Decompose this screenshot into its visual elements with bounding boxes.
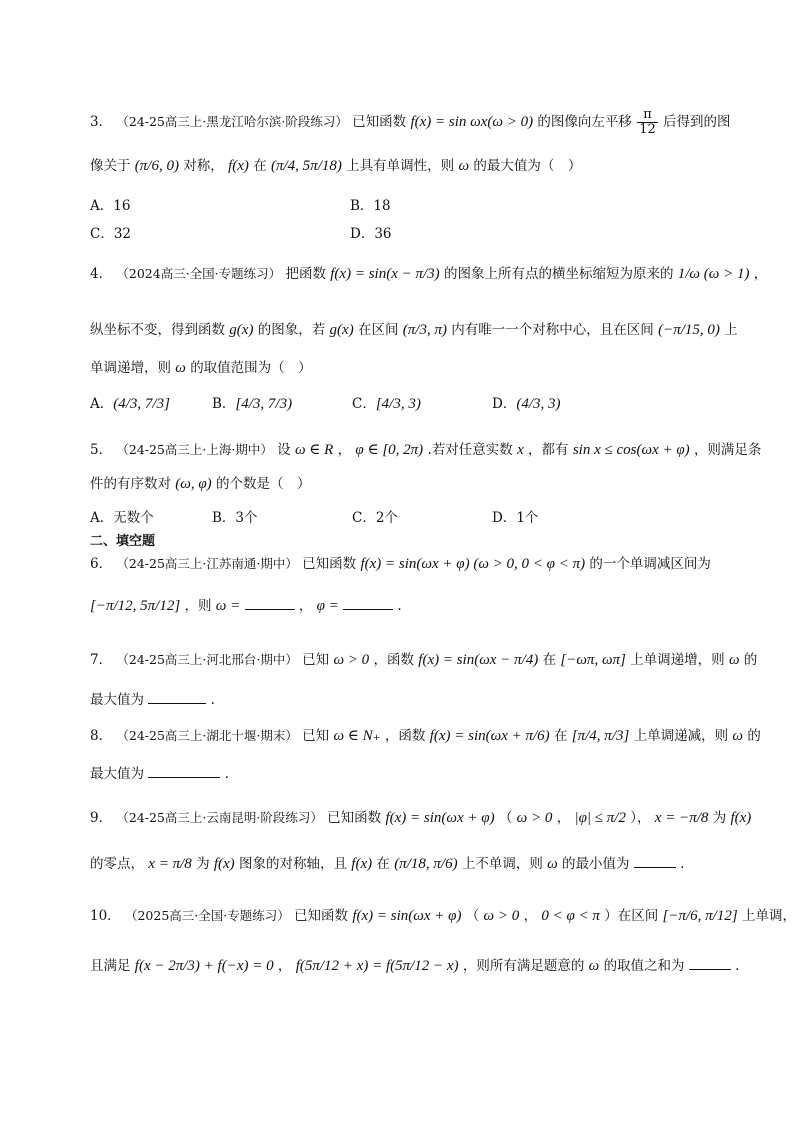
math-gx: g(x) [229, 322, 254, 338]
question-text: 的图象上所有点的横坐标缩短为原来的 [443, 266, 674, 282]
answer-blank[interactable] [634, 855, 676, 868]
math-function: f(x) = sin(ωx − π/4) [418, 652, 539, 668]
question-text: 上不单调，则 [461, 856, 543, 872]
option-b: B．18 [350, 198, 391, 214]
question-6-line2 [90, 594, 402, 615]
math-condition: ω > 0 [333, 652, 370, 668]
question-4-line3 [90, 356, 312, 377]
math-fx: f(x) [228, 158, 249, 174]
math-interval: [−ωπ, ωπ] [560, 652, 626, 668]
question-text: ， [753, 266, 768, 282]
question-text: 纵坐标不变，得到函数 [90, 322, 225, 338]
question-text: 对称， [183, 158, 224, 174]
question-text: 的 [743, 652, 758, 668]
option-a: A．16 [90, 198, 131, 214]
math-function: f(x) = sin(ωx + φ) [385, 810, 495, 826]
question-text: 为 [712, 810, 727, 826]
answer-blank[interactable] [245, 597, 295, 610]
question-text: 的最小值为 [562, 856, 630, 872]
question-text: 的零点， [90, 856, 144, 872]
math-omega: ω [728, 652, 740, 668]
question-text: . [735, 958, 740, 974]
math-equation: f(5π/12 + x) = f(5π/12 − x) [295, 958, 459, 974]
question-text: 的最大值为（ ） [473, 158, 582, 174]
question-8 [90, 724, 761, 745]
math-function: f(x) = sin(x − π/3) [330, 266, 440, 282]
math-interval: (π/18, π/6) [394, 856, 458, 872]
question-text: ， [337, 442, 352, 458]
option-a: A．无数个 [90, 510, 154, 526]
question-7 [90, 648, 757, 669]
math-omega: ω = [215, 598, 241, 614]
question-number: 7． [90, 652, 113, 668]
question-text: 设 [277, 442, 291, 458]
question-text: . [680, 856, 685, 872]
question-text: 且满足 [90, 958, 131, 974]
math-point: (π/6, 0) [134, 158, 179, 174]
question-text: 图象的对称轴，且 [238, 856, 347, 872]
question-text: 为 [196, 856, 210, 872]
question-text: 上具有单调性，则 [346, 158, 455, 174]
question-text: 的取值范围为（ ） [190, 360, 312, 376]
question-text: 上单调递增，则 [630, 652, 725, 668]
question-text: ，则 [184, 598, 212, 614]
question-text: 的 [747, 728, 761, 744]
question-source: （24-25高三上·河北邢台·期中） [116, 652, 298, 667]
question-text: 内有唯一一个对称中心，且在区间 [451, 322, 654, 338]
math-function: f(x) = sin(ωx + φ) (ω > 0, 0 < φ < π) [360, 556, 586, 572]
option-d: D．36 [350, 226, 392, 242]
math-condition: 0 < φ < π [541, 908, 600, 924]
question-text: 在区间 [358, 322, 399, 338]
question-4 [90, 262, 767, 283]
question-text: 的一个单调减区间为 [589, 556, 711, 572]
math-interval: [−π/12, 5π/12] [90, 598, 181, 614]
question-text: 已知 [302, 652, 330, 668]
math-axis: x = π/8 [148, 856, 192, 872]
math-condition: ω ∈ N₊ [333, 728, 381, 744]
math-interval: [−π/6, π/12] [662, 908, 738, 924]
math-inequality: sin x ≤ cos(ωx + φ) [572, 442, 690, 458]
question-3 [90, 108, 731, 137]
question-text: 上 [724, 322, 738, 338]
option-a: A．(4/3, 7/3] [90, 396, 170, 412]
question-text: ，函数 [384, 728, 426, 744]
math-fraction: $\frac{\pi}{12}$ [639, 107, 656, 137]
question-source: （24-25高三上·湖北十堰·期末） [116, 728, 298, 743]
question-text: .若对任意实数 [427, 442, 513, 458]
question-number: 9． [90, 810, 113, 826]
math-x: x [517, 442, 524, 458]
question-text: 的取值之和为 [603, 958, 685, 974]
answer-blank[interactable] [689, 957, 731, 970]
question-text: 已知函数 [352, 114, 407, 130]
question-number: 4． [90, 266, 113, 282]
question-text: 的图象，若 [257, 322, 326, 338]
question-text: ， [277, 958, 292, 974]
math-omega: ω [732, 728, 744, 744]
math-phi: φ = [316, 598, 339, 614]
question-10-line2 [90, 954, 739, 975]
question-number: 6． [90, 556, 113, 572]
question-text: 已知函数 [327, 810, 382, 826]
question-text: ，函数 [373, 652, 414, 668]
math-fx: f(x) [213, 856, 235, 872]
option-c: C．2个 [352, 510, 398, 526]
question-text: 的图像向左平移 [537, 114, 632, 130]
math-function: f(x) = sin(ωx + φ) [352, 908, 462, 924]
question-6 [90, 552, 711, 573]
math-pair: (ω, φ) [175, 476, 212, 492]
question-text: 上单调， [741, 908, 796, 924]
question-9-line2 [90, 852, 684, 873]
question-source: （24-25高三上·云南昆明·阶段练习） [116, 810, 323, 825]
math-ratio: 1/ω (ω > 1) [677, 266, 750, 282]
question-text: 单调递增，则 [90, 360, 171, 376]
math-interval: [π/4, π/3] [571, 728, 630, 744]
option-b: B．3个 [212, 510, 258, 526]
section-title: 二、填空题 [90, 534, 156, 549]
math-gx: g(x) [329, 322, 354, 338]
math-zero: x = −π/8 [654, 810, 709, 826]
question-3-line2 [90, 154, 581, 175]
question-text: 已知 [302, 728, 330, 744]
question-text: 在 [553, 728, 568, 744]
question-text: ，则所有满足题意的 [462, 958, 585, 974]
question-4-line2 [90, 318, 738, 339]
math-fx: f(x) [351, 856, 373, 872]
math-fx: f(x) [730, 810, 752, 826]
question-text: 像关于 [90, 158, 131, 174]
question-text: ， [523, 908, 538, 924]
option-d: D．1个 [492, 510, 539, 526]
question-text: 已知函数 [294, 908, 349, 924]
question-number: 5． [90, 442, 113, 458]
question-source: （24-25高三上·江苏南通·期中） [116, 556, 298, 571]
question-text: . [210, 692, 215, 708]
question-text: . [224, 766, 229, 782]
question-10 [90, 904, 796, 925]
question-9 [90, 806, 751, 827]
math-function: f(x) = sin ωx(ω > 0) [410, 114, 534, 130]
question-5-line2 [90, 472, 310, 493]
question-source: （2024高三·全国·专题练习） [116, 266, 282, 281]
option-c: C．[4/3, 3) [352, 396, 421, 412]
math-omega: ω [458, 158, 470, 174]
math-interval: (π/4, 5π/18) [271, 158, 342, 174]
answer-blank[interactable] [148, 765, 220, 778]
math-equation: f(x − 2π/3) + f(−x) = 0 [134, 958, 274, 974]
question-text: 件的有序数对 [90, 476, 171, 492]
question-text: 在 [542, 652, 557, 668]
option-c: C．32 [90, 226, 132, 242]
question-text: 上单调递减，则 [633, 728, 729, 744]
option-b: B．[4/3, 7/3) [212, 396, 293, 412]
question-text: ）在区间 [604, 908, 659, 924]
question-text: 后得到的图 [663, 114, 731, 130]
answer-blank[interactable] [148, 691, 206, 704]
question-text: 的个数是（ ） [215, 476, 311, 492]
question-text: 把函数 [285, 266, 326, 282]
answer-blank[interactable] [343, 597, 393, 610]
math-interval: (π/3, π) [402, 322, 447, 338]
question-7-line2 [90, 688, 215, 708]
question-number: 8． [90, 728, 113, 744]
math-omega: ω [175, 360, 186, 376]
question-source: （2025高三·全国·专题练习） [124, 908, 290, 923]
question-text: 在 [376, 856, 390, 872]
question-text: （ [498, 810, 513, 826]
math-condition: ω > 0 [516, 810, 553, 826]
math-interval: (−π/15, 0) [658, 322, 720, 338]
question-source: （24-25高三上·黑龙江哈尔滨·阶段练习） [116, 114, 348, 129]
question-number: 10． [90, 908, 121, 924]
question-text: . [397, 598, 402, 614]
math-function: f(x) = sin(ωx + π/6) [429, 728, 550, 744]
question-text: ， [298, 598, 313, 614]
question-text: ，则满足条 [693, 442, 762, 458]
question-text: （ [465, 908, 480, 924]
question-text: 已知函数 [302, 556, 357, 572]
math-omega: ω [547, 856, 558, 872]
math-expr: ω ∈ R [294, 442, 334, 458]
math-condition: |φ| ≤ π/2 [574, 810, 626, 826]
question-text: ）， [630, 810, 651, 826]
question-text: 最大值为 [90, 692, 144, 708]
question-text: ， [556, 810, 571, 826]
math-expr: φ ∈ [0, 2π) [355, 442, 424, 458]
question-text: ，都有 [528, 442, 569, 458]
math-omega: ω [588, 958, 600, 974]
question-text: 最大值为 [90, 766, 144, 782]
question-source: （24-25高三上·上海·期中） [116, 442, 273, 457]
question-number: 3． [90, 114, 113, 130]
math-condition: ω > 0 [483, 908, 520, 924]
question-5 [90, 438, 761, 459]
question-8-line2 [90, 762, 229, 782]
option-d: D．(4/3, 3) [492, 396, 561, 412]
question-text: 在 [253, 158, 267, 174]
